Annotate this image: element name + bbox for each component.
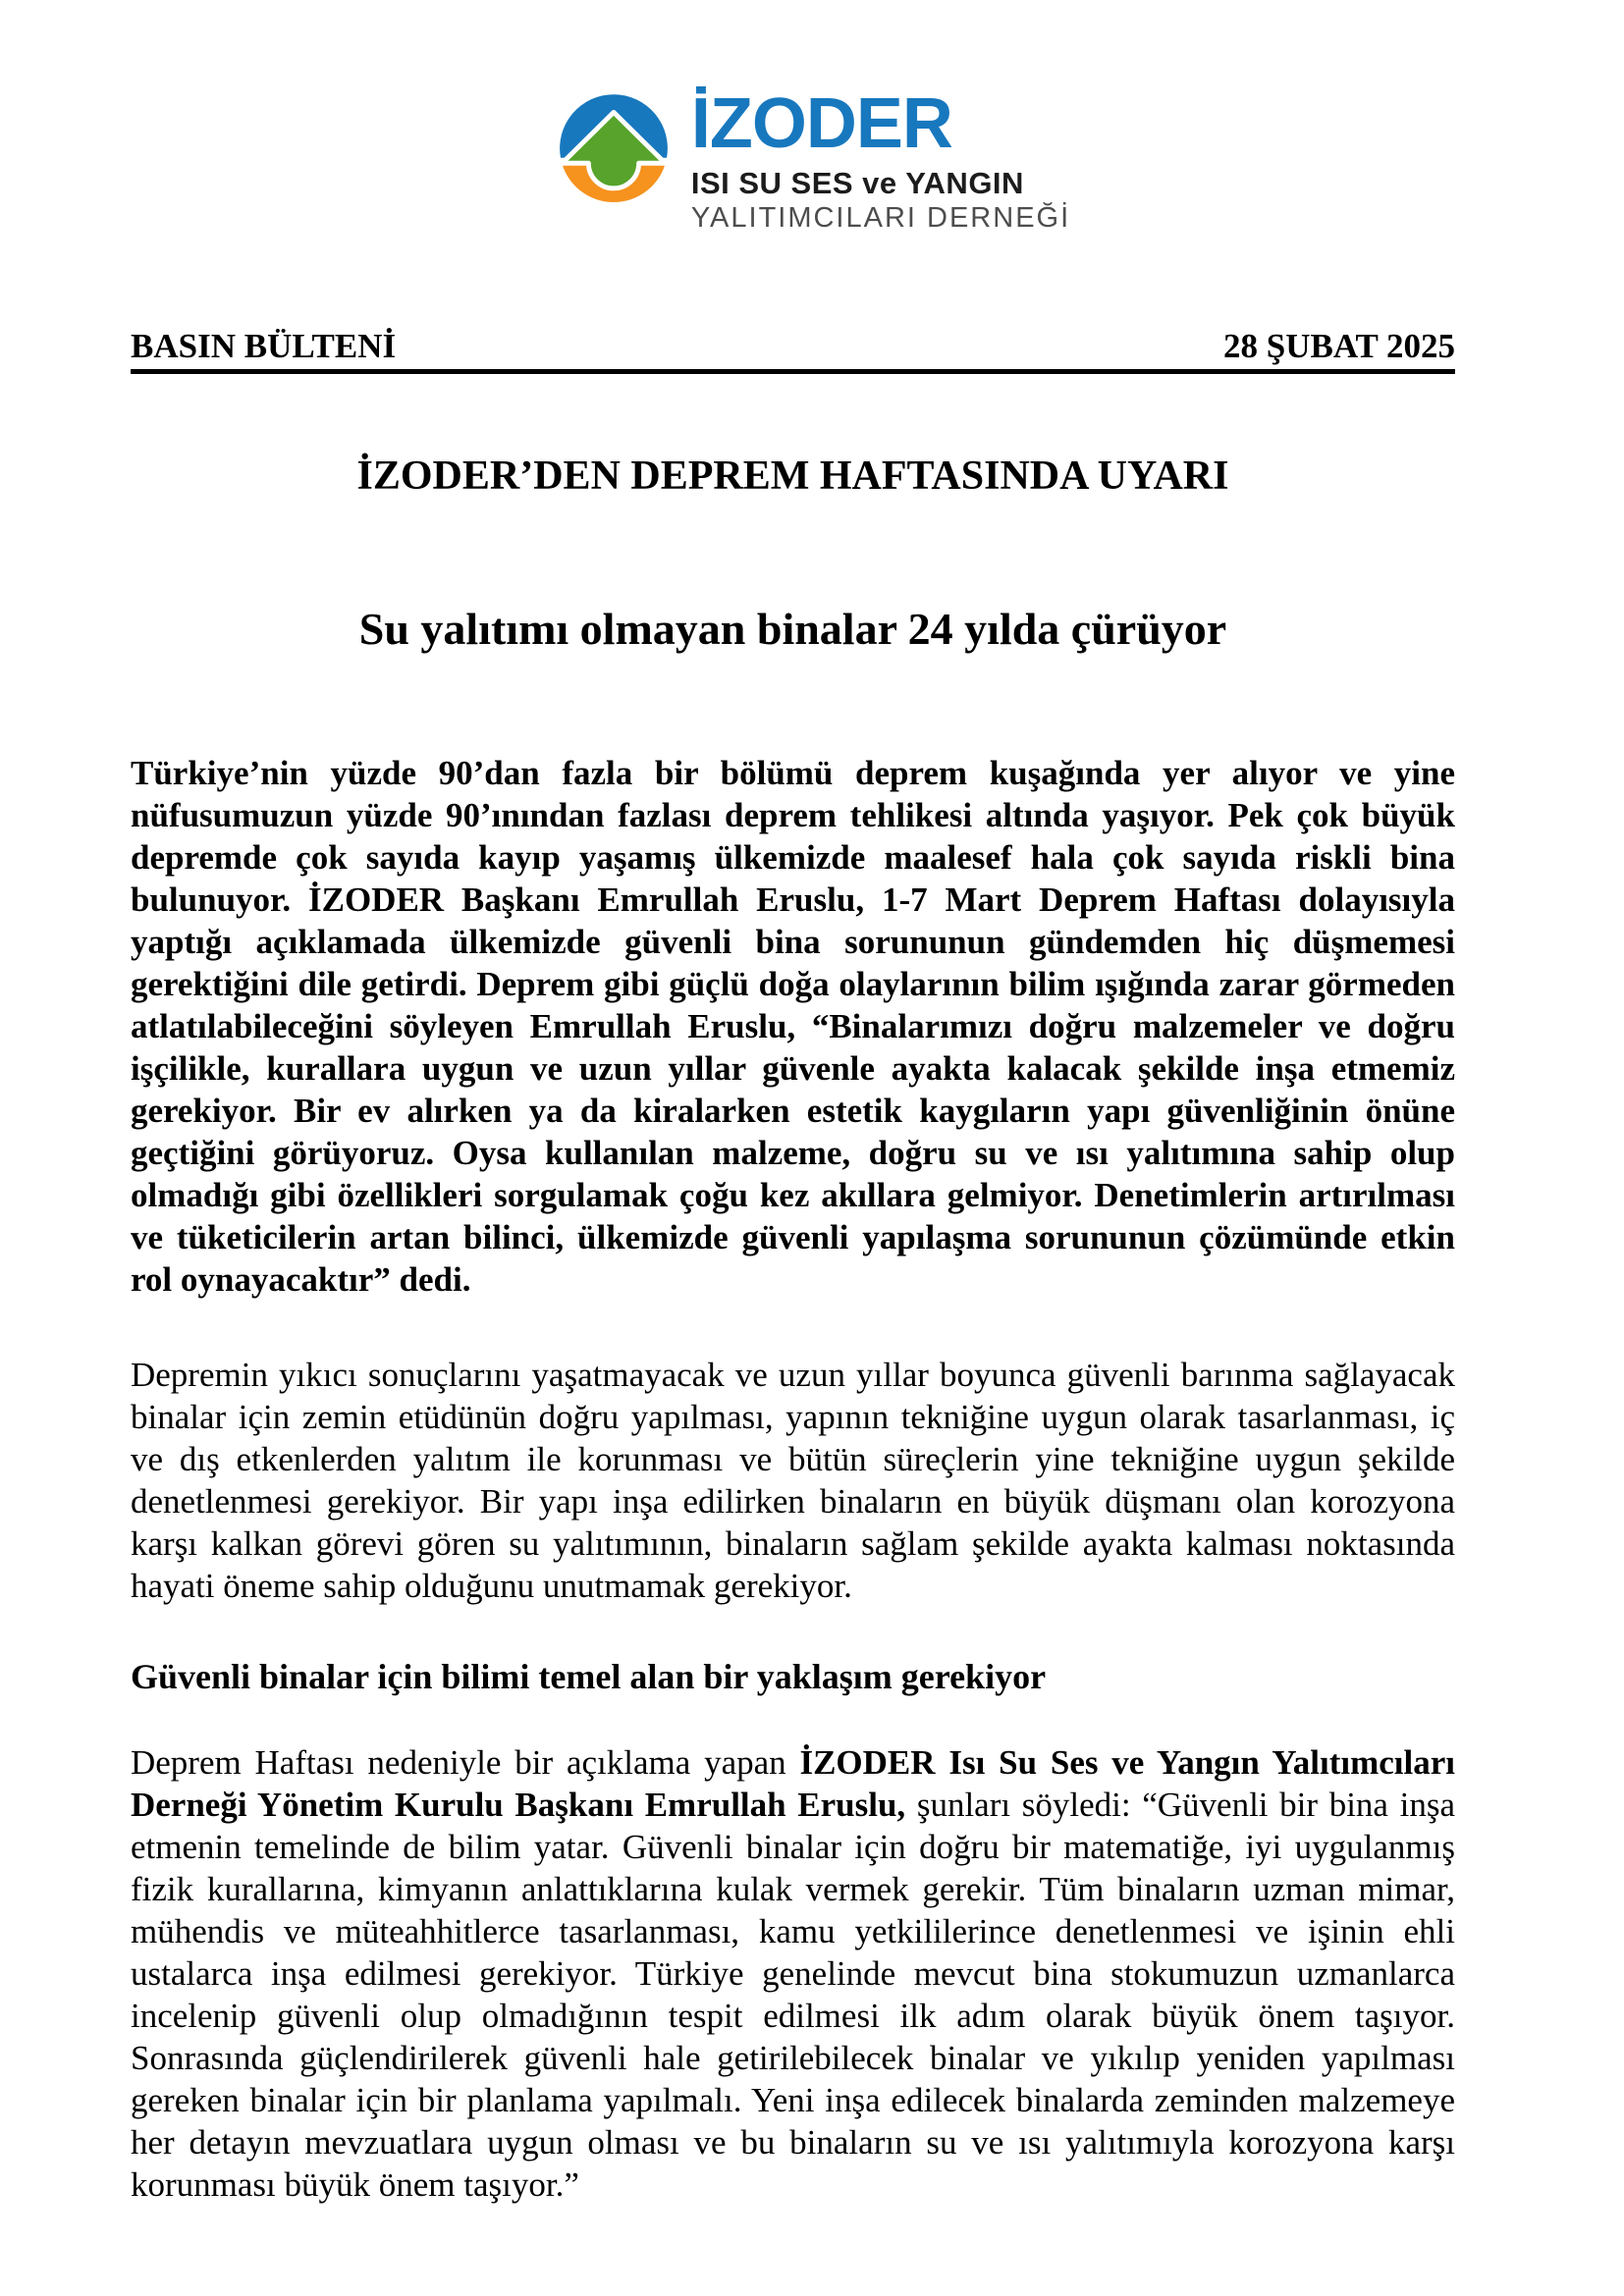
- press-release-label: BASIN BÜLTENİ: [131, 327, 397, 366]
- body2-lead-text: Deprem Haftası nedeniyle bir açıklama yapan: [131, 1743, 800, 1783]
- body-paragraph-1: Depremin yıkıcı sonuçlarını yaşatmayacak ve uzun yıllar boyunca güvenli barınma sağlayacak binalar için zemin etüdünün doğru yapılması, yapının tekniğine uygun olarak tasarlanması, iç ve dış etkenlerden yalıtım ile korunması ve bütün süreçlerin yine tekniğine uygun şekilde denetlenmesi gerekiyor. Bir yapı inşa edilirken binaların en büyük düşmanı olan korozyona karşı kalkan görevi gören su yalıtımının, binaların sağlam şekilde ayakta kalması noktasında hayati öneme sahip olduğunu unutmamak gerekiyor.: [131, 1356, 1455, 1606]
- doc-title: İZODER’DEN DEPREM HAFTASINDA UYARI: [356, 453, 1229, 499]
- logo-tagline-1: ISI SU SES ve YANGIN: [690, 166, 1024, 200]
- lead-paragraph: Türkiye’nin yüzde 90’dan fazla bir bölümü deprem kuşağında yer alıyor ve yine nüfusumuzun yüzde 90’ınından fazlası deprem tehlikesi altında yaşıyor. Pek çok büyük depremde çok sayıda kayıp yaşamış ülkemizde maalesef hala çok sayıda riskli bina bulunuyor. İZODER Başkanı Emrullah Eruslu, 1-7 Mart Deprem Haftası dolayısıyla yaptığı açıklamada ülkemizde güvenli bina sorununun gündemden hiç düşmemesi gerektiğini dile getirdi. Deprem gibi güçlü doğa olaylarının bilim ışığında zarar görmeden atlatılabileceğini söyleyen Emrullah Eruslu, “Binalarımızı doğru malzemeler ve doğru işçilikle, kurallara uygun ve uzun yıllar güvenle ayakta kalacak şekilde inşa etmemiz gerekiyor. Bir ev alırken ya da kiralarken estetik kaygıların yapı güvenliğinin önüne geçtiğini görüyoruz. Oysa kullanılan malzeme, doğru su ve ısı yalıtımına sahip olup olmadığı gibi özellikleri sorgulamak çoğu kez akıllara gelmiyor. Denetimlerin artırılması ve tüketicilerin artan bilinci, ülkemizde güvenli yapılaşma sorununun çözümünde etkin rol oynayacaktır” dedi.: [131, 754, 1455, 1300]
- body2-bold-text: İZODER Isı Su Ses ve Yangın Yalıtımcıları Derneği Yönetim Kurulu Başkanı Emrullah Eruslu,: [131, 1743, 1456, 1825]
- logo-text: [691, 51, 1070, 234]
- logo: [0, 0, 1624, 234]
- izoder-logo-icon: [554, 88, 674, 208]
- doc-subtitle: Su yalıtımı olmayan binalar 24 yılda çürüyor: [358, 604, 1227, 655]
- press-header-row: [131, 328, 1455, 374]
- logo-tagline-2: YALITIMCILARI DERNEĞİ: [690, 201, 1071, 234]
- body-paragraph-2: [131, 1741, 1455, 2206]
- press-date-label: 28 ŞUBAT 2025: [1223, 327, 1455, 366]
- document-body: [131, 328, 1455, 2206]
- body2-rest-text: şunları söyledi: “Güvenli bir bina inşa etmenin temelinde de bilim yatar. Güvenli binalar için doğru bir matematiğe, iyi uygulanmış fizik kurallarına, kimyanın anlattıklarına kulak vermek gerekir. Tüm binaların uzman mimar, mühendis ve müteahhitlerce tasarlanması, kamu yetkililerince denetlenmesi ve işinin ehli ustalarca inşa edilmesi gerekiyor. Türkiye genelinde mevcut bina stokumuzun uzmanlarca incelenip güvenli olup olmadığının tespit edilmesi ilk adım olarak büyük önem taşıyor. Sonrasında güçlendirilerek güvenli hale getirilebilecek binalar ve yıkılıp yeniden yapılması gereken binalar için bir planlama yapılmalı. Yeni inşa edilecek binalarda zeminden malzemeye her detayın mevzuatlara uygun olması ve bu binaların su ve ısı yalıtımıyla korozyona karşı korunması büyük önem taşıyor.”: [131, 1786, 1455, 2205]
- logo-wordmark: İZODER: [690, 84, 952, 163]
- logo-inner: [554, 51, 1070, 234]
- section-heading: Güvenli binalar için bilimi temel alan bir yaklaşım gerekiyor: [131, 1657, 1047, 1697]
